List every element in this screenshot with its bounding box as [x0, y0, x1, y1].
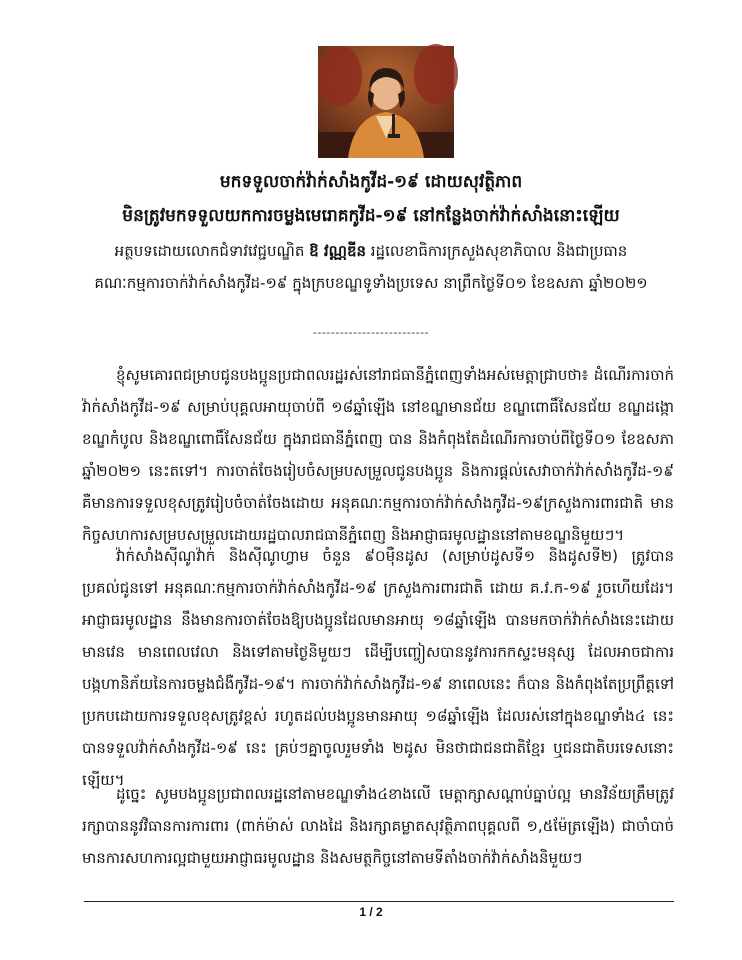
page-number: 1 / 2 [359, 905, 383, 919]
dashed-separator: -------------------------- [312, 326, 430, 339]
author-portrait-photo [318, 46, 454, 158]
portrait-illustration [318, 46, 454, 158]
body-paragraph-2: វ៉ាក់សាំងស៊ីណូវ៉ាក់ និងស៊ីណូហ្វាម ចំនួន ៩០ម៉ឺនដូស (សម្រាប់ដូសទី១ និងដូសទី២) ត្រូវបានប្រគល់ជូនទៅ អនុគណៈកម្មការចាក់វ៉ាក់សាំងកូវីដ-១៩ ក្រសួងការពារជាតិ ដោយ គ.វ.ក-១៩ រួចហើយដែរ។ អាជ្ញាធរមូលដ្ឋាន នឹងមានការចាត់ចែងឱ្យបងប្អូនដែលមានអាយុ ១៨ឆ្នាំឡើង បានមកចាក់វ៉ាក់សាំងនេះដោយមានវេន មានពេលវេលា និងទៅតាមថ្ងៃនិមួយៗ ដើម្បីបញ្ចៀសបាននូវការកកស្ទះមនុស្ស ដែលអាចជាការបង្កហានិភ័យនៃការចម្លងជំងឺកូវីដ-១៩។ ការចាក់វ៉ាក់សាំងកូវីដ-១៩ នាពេលនេះ ក៏បាន និងកំពុងតែប្រព្រឹត្តទៅប្រកបដោយការទទួលខុសត្រូវខ្ពស់ រហូតដល់បងប្អូនមានអាយុ ១៨ឆ្នាំឡើង ដែលរស់នៅក្នុងខណ្ឌទាំង៤ នេះ បានទទួលវ៉ាក់សាំងកូវីដ-១៩ នេះ គ្រប់ៗគ្នាចូលរួមទាំង ២ដូស មិនថាជាជនជាតិខ្មែរ ឬជនជាតិបរទេសនោះឡើយ។ [82, 547, 674, 789]
byline-line-1 [40, 240, 702, 262]
headline-line-1: មកទទួលចាក់វ៉ាក់សាំងកូវីដ-១៩ ដោយសុវត្ថិភាព [219, 172, 523, 192]
body-paragraph-1: ខ្ញុំសូមគោរពជម្រាបជូនបងប្អូនប្រជាពលរដ្ឋរស់នៅរាជធានីភ្នំពេញទាំងអស់មេត្តាជ្រាបថា៖ ដំណើរការចាក់វ៉ាក់សាំងកូវីដ-១៩ សម្រាប់បុគ្គលអាយុចាប់ពី ១៨ឆ្នាំឡើង នៅខណ្ឌមានជ័យ ខណ្ឌពោធិ៍សែនជ័យ ខណ្ឌដង្កោ ខណ្ឌកំបូល និងខណ្ឌពោធិ៍សែនជ័យ ក្នុងរាជធានីភ្នំពេញ បាន និងកំពុងតែដំណើរការចាប់ពីថ្ងៃទី០១ ខែឧសភា ឆ្នាំ២០២១ នេះតទៅ។ ការចាត់ចែងរៀបចំសម្របសម្រួលជូនបងប្អូន និងការផ្តល់សេវាចាក់វ៉ាក់សាំងកូវីដ-១៩ គឺមានការទទួលខុសត្រូវរៀបចំចាត់ចែងដោយ អនុគណៈកម្មការចាក់វ៉ាក់សាំងកូវីដ-១៩ក្រសួងការពារជាតិ មានកិច្ចសហការសម្របសម្រួលដោយរដ្ឋបាលរាជធានីភ្នំពេញ និងអាជ្ញាធរមូលដ្ឋាននៅតាមខណ្ឌនិមួយៗ។ [82, 366, 674, 544]
byline-author-name: ឱ វណ្ណឌីន [309, 242, 367, 260]
byline-line-2: គណៈកម្មការចាក់វ៉ាក់សាំងកូវីដ-១៩ ក្នុងក្របខណ្ឌទូទាំងប្រទេស នាព្រឹកថ្ងៃទី០១ ខែឧសភា ឆ្នាំ២០២១ [94, 274, 648, 292]
byline-prefix: អត្ថបទដោយលោកជំទាវវេជ្ជបណ្ឌិត [114, 242, 305, 260]
body-paragraph-3: ដូច្នេះ សូមបងប្អូនប្រជាពលរដ្ឋនៅតាមខណ្ឌទាំង៤ខាងលើ មេត្តាក្សាសណ្តាប់ធ្នាប់ល្អ មានវិន័យត្រឹមត្រូវ រក្សាបាននូវវិធានការការពារ (ពាក់ម៉ាស់ លាងដៃ និងរក្សាគម្លាតសុវត្ថិភាពបុគ្គលពី ១,៥ម៉ែត្រឡើង) ជាចាំបាច់ មានការសហការល្អជាមួយអាជ្ញាធរមូលដ្ឋាន និងសមត្ថកិច្ចនៅតាមទីតាំងចាក់វ៉ាក់សាំងនិមួយៗ [82, 785, 674, 867]
byline-suffix: រដ្ឋលេខាធិការក្រសួងសុខាភិបាល និងជាប្រធាន [370, 242, 628, 260]
headline-line-2: មិនត្រូវមកទទួលយកការចម្លងមេរោគកូវីដ-១៩ នៅកន្លែងចាក់វ៉ាក់សាំងនោះឡើយ [122, 206, 620, 226]
footer-divider [84, 901, 674, 902]
